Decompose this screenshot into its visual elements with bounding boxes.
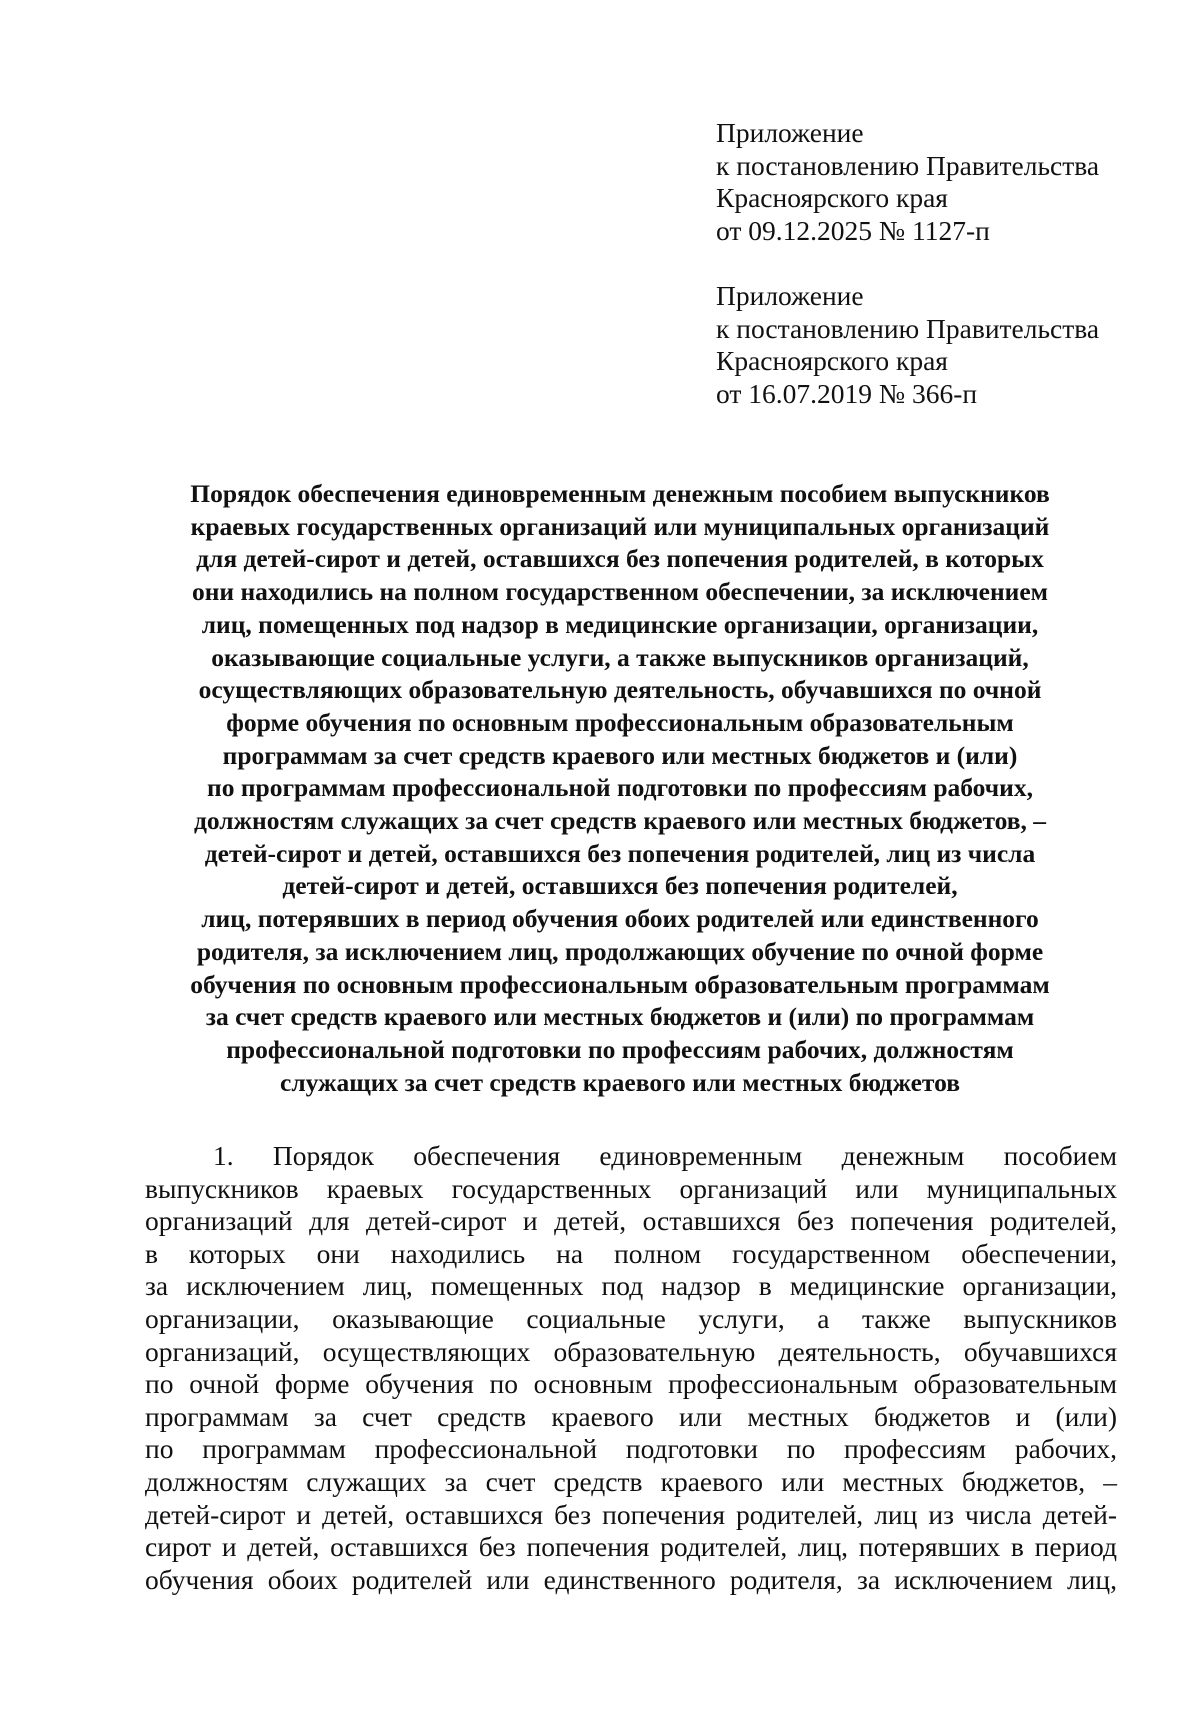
paragraph-line: за исключением лиц, помещенных под надзор в медицинские организации, [145, 1270, 1117, 1302]
title-line: лиц, помещенных под надзор в медицинские организации, организации, [201, 609, 1039, 639]
title-line: по программам профессиональной подготовки по профессиям рабочих, [207, 773, 1033, 803]
appendix-label: Приложение [716, 117, 864, 148]
paragraph-line: детей-сирот и детей, оставшихся без попечения родителей, лиц из числа детей- [145, 1498, 1117, 1530]
title-line: служащих за счет средств краевого или местных бюджетов [280, 1067, 960, 1097]
appendix-header-original [716, 280, 1099, 410]
title-line: оказывающие социальные услуги, а также выпускников организаций, [211, 642, 1029, 672]
document-title [140, 478, 1100, 1099]
title-line: лиц, потерявших в период обучения обоих родителей или единственного [201, 904, 1039, 934]
title-line: обучения по основным профессиональным образовательным программам [190, 969, 1050, 999]
appendix-reference: к постановлению Правительства [716, 149, 1100, 181]
appendix-header-current [716, 117, 1099, 247]
paragraph-line: выпускников краевых государственных организаций или муниципальных [145, 1172, 1117, 1204]
paragraph-line: сирот и детей, оставшихся без попечения родителей, лиц, потерявших в период [145, 1531, 1117, 1563]
title-line: краевых государственных организаций или муниципальных организаций [190, 511, 1050, 541]
title-line: за счет средств краевого или местных бюджетов и (или) по программам [205, 1002, 1035, 1032]
appendix-reference: к постановлению Правительства [716, 312, 1100, 344]
paragraph-line: организации, оказывающие социальные услуги, а также выпускников [145, 1302, 1117, 1334]
paragraph-line: организаций для детей-сирот и детей, оставшихся без попечения родителей, [145, 1205, 1117, 1237]
paragraph-line: 1. Порядок обеспечения единовременным денежным пособием [213, 1140, 1117, 1171]
paragraph-1 [145, 1140, 1117, 1596]
paragraph-line: должностям служащих за счет средств краевого или местных бюджетов, – [145, 1465, 1117, 1497]
title-line: профессиональной подготовки по профессиям рабочих, должностям [226, 1034, 1014, 1064]
appendix-region: Красноярского края [716, 182, 948, 213]
appendix-date-number: от 09.12.2025 № 1127-п [716, 214, 990, 246]
title-line: Порядок обеспечения единовременным денежным пособием выпускников [190, 479, 1050, 508]
paragraph-line: по программам профессиональной подготовки по профессиям рабочих, [145, 1433, 1117, 1465]
title-line: осуществляющих образовательную деятельность, обучавшихся по очной [198, 675, 1042, 705]
appendix-date-number: от 16.07.2019 № 366-п [716, 377, 978, 409]
paragraph-line: организаций, осуществляющих образовательную деятельность, обучавшихся [145, 1335, 1117, 1367]
paragraph-line: обучения обоих родителей или единственного родителя, за исключением лиц, [145, 1563, 1117, 1595]
paragraph-line: в которых они находились на полном государственном обеспечении, [145, 1237, 1117, 1269]
title-line: детей-сирот и детей, оставшихся без попечения родителей, лиц из числа [204, 838, 1036, 868]
title-line: форме обучения по основным профессиональным образовательным [226, 707, 1014, 737]
title-line: детей-сирот и детей, оставшихся без попечения родителей, [282, 871, 958, 901]
title-line: родителя, за исключением лиц, продолжающих обучение по очной форме [196, 936, 1044, 966]
appendix-region: Красноярского края [716, 345, 948, 376]
paragraph-line: по очной форме обучения по основным профессиональным образовательным [145, 1368, 1117, 1400]
appendix-label: Приложение [716, 280, 864, 311]
title-line: для детей-сирот и детей, оставшихся без попечения родителей, в которых [196, 544, 1044, 574]
title-line: программам за счет средств краевого или местных бюджетов и (или) [222, 740, 1018, 770]
title-line: они находились на полном государственном обеспечении, за исключением [191, 577, 1049, 607]
paragraph-line: программам за счет средств краевого или местных бюджетов и (или) [145, 1400, 1117, 1432]
title-line: должностям служащих за счет средств краевого или местных бюджетов, – [193, 806, 1047, 836]
